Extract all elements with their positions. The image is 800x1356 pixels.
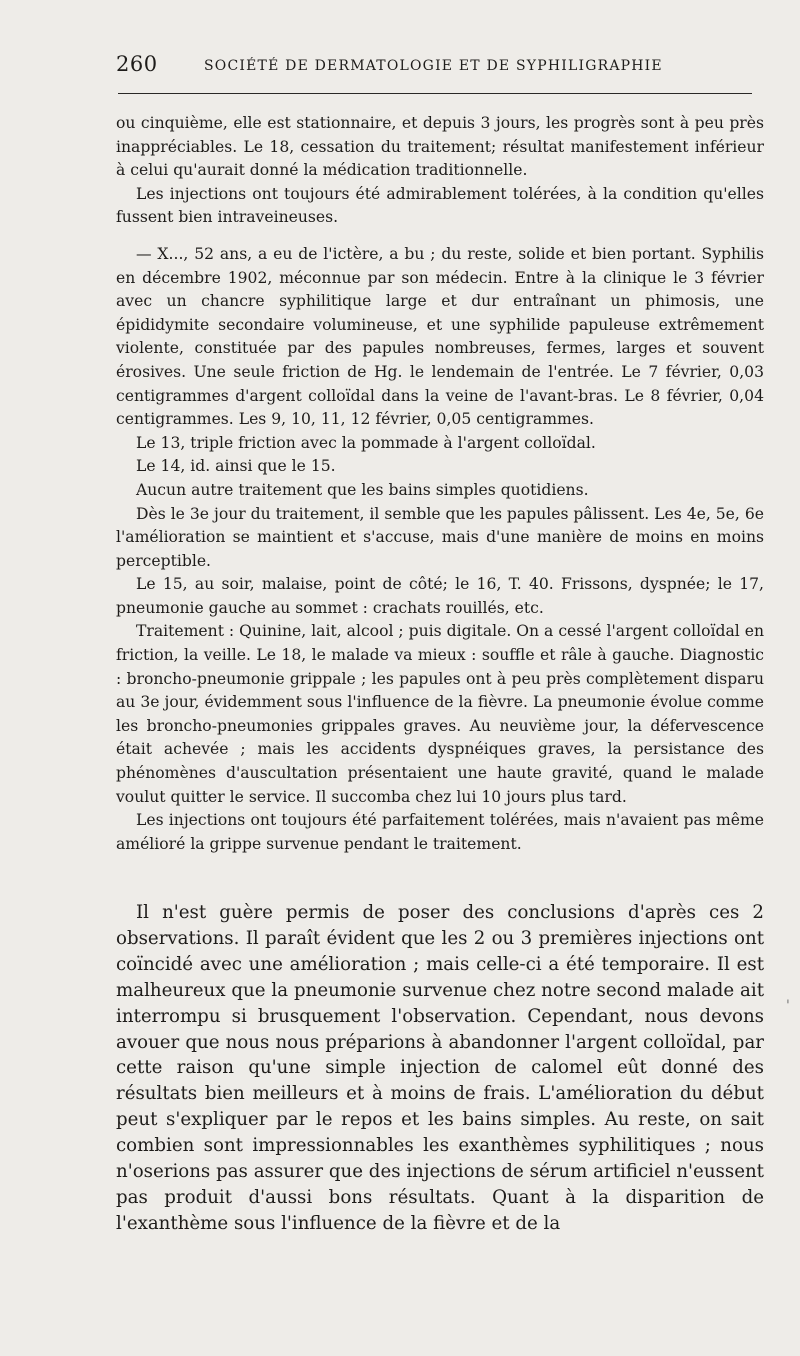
paragraph-gap <box>116 230 764 243</box>
paragraph-5: Le 14, id. ainsi que le 15. <box>136 457 336 476</box>
paragraph-4: Le 13, triple friction avec la pommade à l'argent colloïdal. <box>136 433 596 452</box>
paragraph-1: ou cinquième, elle est stationnaire, et depuis 3 jours, les progrès sont à peu près inappréciables. Le 18, cessation du traitement; résultat manifestement inférieur à celui qu'aurait donné la médication traditionnelle. <box>116 114 764 180</box>
paragraph-2: Les injections ont toujours été admirablement tolérées, à la condition qu'elles fussent bien intraveineuses. <box>116 184 764 227</box>
paragraph-11: Il n'est guère permis de poser des conclusions d'après ces 2 observations. Il paraît évident que les 2 ou 3 premières injections ont coïncidé avec une amélioration ; mais celle-ci a été temporaire. Il est malheureux que la pneumonie survenue chez notre second malade ait interrompu si brusquement l'observation. Cependant, nous devons avouer que nous nous préparions à abandonner l'argent colloïdal, par cette raison qu'une simple injection de calomel eût donné des résultats bien meilleurs et à moins de frais. L'amélioration du début peut s'expliquer par le repos et les bains simples. Au reste, on sait combien sont impressionnables les exanthèmes syphilitiques ; nous n'oserions pas assurer que des injections de sérum artificiel n'eussent pas produit d'aussi bons résultats. Quant à la disparition de l'exanthème sous l'influence de la fièvre et de la <box>116 902 764 1234</box>
running-title: SOCIÉTÉ DE DERMATOLOGIE ET DE SYPHILIGRAPHIE <box>204 58 663 74</box>
paragraph-9: Traitement : Quinine, lait, alcool ; puis digitale. On a cessé l'argent colloïdal en friction, la veille. Le 18, le malade va mieux : souffle et râle à gauche. Diagnostic : broncho-pneumonie grippale ; les papules ont à peu près complètement disparu au 3e jour, évidemment sous l'influence de la fièvre. La pneumonie évolue comme les broncho-pneumonies grippales graves. Au neuvième jour, la défervescence était achevée ; mais les accidents dyspnéiques graves, la persistance des phénomènes d'auscultation présentaient une haute gravité, quand le malade voulut quitter le service. Il succomba chez lui 10 jours plus tard. <box>116 622 764 806</box>
paragraph-8: Le 15, au soir, malaise, point de côté; le 16, T. 40. Frissons, dyspnée; le 17, pneumonie gauche au sommet : crachats rouillés, etc. <box>116 575 764 617</box>
paragraph-10: Les injections ont toujours été parfaitement tolérées, mais n'avaient pas même amélioré la grippe survenue pendant le traitement. <box>116 811 764 853</box>
page-number: 260 <box>116 52 158 76</box>
paragraph-3: — X..., 52 ans, a eu de l'ictère, a bu ; du reste, solide et bien portant. Syphilis en décembre 1902, méconnue par son médecin. Entre à la clinique le 3 février avec un chancre syphilitique large et dur entraînant un phimosis, une épididymite secondaire volumineuse, et une syphilide papuleuse extrêmement violente, constituée par des papules nombreuses, fermes, larges et souvent érosives. Une seule friction de Hg. le lendemain de l'entrée. Le 7 février, 0,03 centigrammes d'argent colloïdal dans la veine de l'avant-bras. Le 8 février, 0,04 centigrammes. Les 9, 10, 11, 12 février, 0,05 centigrammes. <box>116 244 764 429</box>
conclusion-section <box>116 900 764 1237</box>
header-rule <box>118 93 752 94</box>
page-header <box>116 52 756 88</box>
paragraph-6: Aucun autre traitement que les bains simples quotidiens. <box>136 480 589 499</box>
case-report-section <box>116 112 764 856</box>
paragraph-7: Dès le 3e jour du traitement, il semble que les papules pâlissent. Les 4e, 5e, 6e l'amélioration se maintient et s'accuse, mais d'une manière de moins en moins perceptible. <box>116 504 764 570</box>
margin-speck: ' <box>786 998 790 1014</box>
